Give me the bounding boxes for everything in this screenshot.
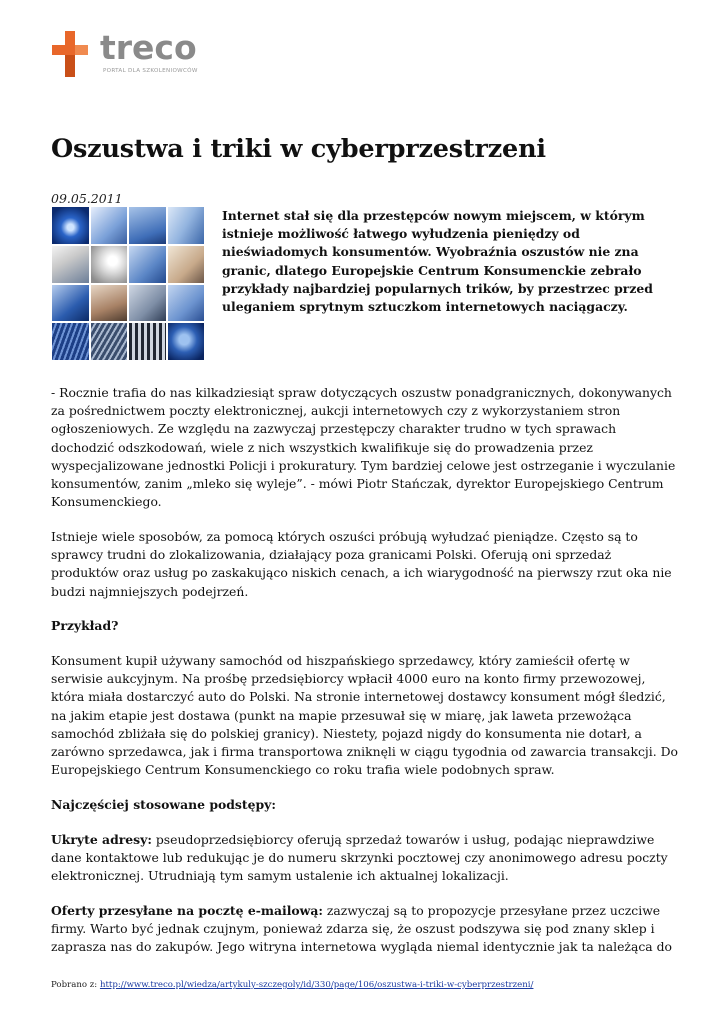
trick-label: Oferty przesyłane na pocztę e-mailową: xyxy=(51,902,323,918)
example-paragraph: Konsument kupił używany samochód od hiszpańskiego sprzedawcy, który zamieścił ofertę w serwisie aukcyjnym. Na prośbę przedsiębiorcy wpłacił 4000 euro na konto firmy przewozowej, która miała dostarczyć auto do Polski. Na stronie internetowej dostawcy konsument mógł śledzić, na jakim etapie jest dostawa (punkt na mapie przesuwał się w miarę, jak laweta przewożąca samochód zbliżała się do polskiej granicy). Niestety, pojazd nigdy do konsumenta nie dotarł, a zarówno sprzedawca, jak i firma transportowa zniknęli w ciągu tygodnia od zawarcia transakcji. Do Europejskiego Centrum Konsumenckiego co roku trafia wiele podobnych spraw. xyxy=(51,652,678,778)
trick-text: zazwyczaj są to propozycje przesyłane przez uczciwe firmy. Warto być jednak czujnym, ponieważ zdarza się, że oszust podszywa się pod znany sklep i zaprasza nas do zakupów. Jego witryna internetowa wygląda niemal identycznie jak ta należąca do xyxy=(51,902,672,955)
source-prefix: Pobrano z: xyxy=(51,980,100,990)
example-heading: Przykład? xyxy=(51,618,119,634)
trick-text: pseudoprzedsiębiorcy oferują sprzedaż towarów i usług, podając nieprawdziwe dane kontaktowe lub redukując je do numeru skrzynki pocztowej czy anonimowego adresu poczty elektronicznej. Utrudniają tym samym ustalenie ich aktualnej lokalizacji. xyxy=(51,831,668,883)
article-paragraph: Istnieje wiele sposobów, za pomocą których oszuści próbują wyłudzać pieniądze. Często są to sprawcy trudni do zlokalizowania, działający poza granicami Polski. Oferują oni sprzedaż produktów oraz usług po zaskakująco niskich cenach, a ich wiarygodność na pierwszy rzut oka nie budzi najmniejszych podejrzeń. xyxy=(51,528,672,599)
logo-subtitle: PORTAL DLA SZKOLENIOWCÓW xyxy=(103,68,198,74)
source-link[interactable]: http://www.treco.pl/wiedza/artykuly-szczegoly/id/330/page/106/oszustwa-i-triki-w-cyberprzestrzeni/ xyxy=(99,980,534,990)
trick-item xyxy=(51,902,679,957)
trick-item xyxy=(51,831,679,886)
article-date: 09.05.2011 xyxy=(51,191,123,206)
article-title: Oszustwa i triki w cyberprzestrzeni xyxy=(51,134,546,164)
trick-label: Ukryte adresy: xyxy=(51,831,152,847)
treco-logo[interactable] xyxy=(52,28,222,81)
article-body xyxy=(51,384,679,973)
article-paragraph: - Rocznie trafia do nas kilkadziesiąt spraw dotyczących oszustw ponadgranicznych, dokonywanych za pośrednictwem poczty elektronicznej, aukcji internetowych czy z wykorzystaniem stron ogłoszeniowych. Ze względu na zazwyczaj przestępczy charakter trudno w tych sprawach dochodzić odszkodowań, wiele z nich wszystkich kwalifikuje się do prowadzenia przez wyspecjalizowane jednostki Policji i prokuratury. Tym bardziej celowe jest ostrzeganie i wyczulanie konsumentów, zanim „mleko się wyleje”. - mówi Piotr Stańczak, dyrektor Europejskiego Centrum Konsumenckiego. xyxy=(51,385,676,510)
treco-plus-mark-icon xyxy=(52,31,88,77)
logo-wordmark: treco xyxy=(100,28,197,67)
source-footer xyxy=(51,980,533,990)
article-lead: Internet stał się dla przestępców nowym miejscem, w którym istnieje możliwość łatwego wyłudzenia pieniędzy od nieświadomych konsumentów. Wyobraźnia oszustów nie zna granic, dlatego Europejskie Centrum Konsumenckie zebrało przykłady najbardziej popularnych trików, by przestrzec przed uleganiem sprytnym sztuczkom internetowych naciągaczy. xyxy=(222,208,653,315)
tricks-heading: Najczęściej stosowane podstępy: xyxy=(51,796,276,812)
article-collage-image xyxy=(52,207,204,360)
